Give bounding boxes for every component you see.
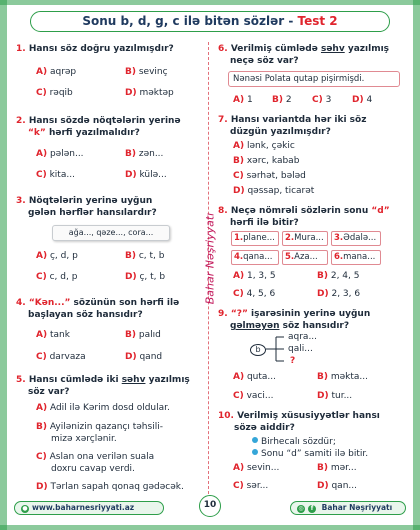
footer-website[interactable]: ● www.baharnesriyyati.az [14, 501, 164, 515]
word-box-4: 4.qana... [231, 250, 279, 265]
branch-lines [266, 333, 286, 365]
question-5: 5. Hansı cümlədə iki səhv yazılmış söz var? [16, 375, 190, 397]
option-a[interactable]: A) tank [36, 330, 70, 340]
option-b[interactable]: B) 2, 4, 5 [317, 271, 360, 281]
option-d[interactable]: D) 2, 3, 6 [317, 289, 361, 299]
sentence-box: Nənəsi Polata qutap pişirmişdi. [228, 71, 400, 87]
question-6: 6. Verilmiş cümlədə səhv yazılmış neçə söz var? [218, 44, 390, 66]
question-10: 10. Verilmiş xüsusiyyətlər hansı sözə aiddir? [218, 411, 380, 433]
word-box-3: 3.Ədalə... [331, 231, 381, 246]
web-icon: ● [22, 505, 28, 512]
facebook-icon: f [308, 505, 316, 513]
question-3: 3. Nöqtələrin yerinə uyğun gələn hərflər hansılardır? [16, 196, 157, 218]
option-c[interactable]: C) Aslan ona verilən suala [36, 452, 155, 462]
option-a[interactable]: A) Adil ilə Kərim dosd oldular. [36, 403, 170, 413]
page-title [30, 11, 390, 32]
question-4: 4. “Kən...” sözünün son hərfi ilə başlayan söz hansıdır? [16, 298, 180, 320]
option-d[interactable]: D) qand [125, 352, 163, 362]
option-a[interactable]: A) aqrəp [36, 67, 77, 77]
option-b[interactable]: B) xərc, kabab [233, 156, 300, 166]
option-b[interactable]: B) Ayilənizin qazançı təhsili- [36, 422, 163, 432]
option-c[interactable]: C) sər... [233, 481, 269, 491]
option-b[interactable]: B) palıd [125, 330, 161, 340]
option-c[interactable]: C) vaci... [233, 391, 274, 401]
bullet-dot-icon [252, 449, 258, 455]
question-9: 9. “?” işarəsinin yerinə uyğun gəlməyən söz hansıdır? [218, 309, 371, 331]
word-box-2: 2.Mura... [282, 231, 328, 246]
border-left [0, 0, 7, 530]
option-b-cont: mizə xərçlənir. [51, 434, 117, 444]
border-right [413, 0, 420, 530]
bullet-item: Sonu “d” samiti ilə bitir. [252, 448, 368, 460]
branch-word-2: qali... [288, 344, 313, 354]
option-c-cont: doxru cavap verdi. [51, 464, 135, 474]
question-1: 1. Hansı söz doğru yazılmışdır? [16, 44, 174, 54]
option-a[interactable]: A) lənk, çəkic [233, 141, 295, 151]
option-b[interactable]: B) c, t, b [125, 251, 165, 261]
letter-circle: b [250, 344, 266, 356]
title-text: Sonu b, d, g, c ilə bitən sözlər - [82, 14, 298, 28]
hint-box: ağa..., qəze..., cora... [52, 225, 170, 241]
instagram-icon: ◎ [298, 505, 304, 512]
option-d[interactable]: D) külə... [125, 170, 167, 180]
option-d[interactable]: D) qan... [317, 481, 357, 491]
side-publisher-label: Bahar Nəşriyyatı [203, 212, 217, 305]
option-a[interactable]: A) 1 [233, 95, 253, 105]
option-b[interactable]: B) 2 [272, 95, 292, 105]
option-d[interactable]: D) qəssap, ticarət [233, 186, 315, 196]
footer-publisher: ◎ f Bahar Nəşriyyatı [290, 501, 406, 515]
option-a[interactable]: A) ç, d, p [36, 251, 78, 261]
option-c[interactable]: C) sərhət, bələd [233, 171, 306, 181]
word-box-5: 5.Aza... [282, 250, 328, 265]
option-c[interactable]: C) c, d, p [36, 272, 78, 282]
option-c[interactable]: C) 3 [312, 95, 332, 105]
question-7: 7. Hansı variantda hər iki söz düzgün yazılmışdır? [218, 115, 367, 137]
branch-question-mark: ? [290, 356, 296, 366]
border-bottom [0, 525, 420, 530]
option-c[interactable]: C) kita... [36, 170, 75, 180]
option-b[interactable]: B) məkta... [317, 372, 369, 382]
page-number: 10 [199, 495, 221, 517]
option-c[interactable]: C) 4, 5, 6 [233, 289, 276, 299]
test-label: Test 2 [297, 14, 338, 28]
bullet-item: Birhecalı sözdür; [252, 436, 336, 448]
word-box-6: 6.mana... [331, 250, 381, 265]
question-2: 2. Hansı sözdə nöqtələrin yerinə “k” hərfi yazılmalıdır? [16, 116, 181, 138]
option-a[interactable]: A) pələn... [36, 149, 84, 159]
option-b[interactable]: B) zən... [125, 149, 164, 159]
option-c[interactable]: C) rəqib [36, 88, 73, 98]
option-a[interactable]: A) quta... [233, 372, 277, 382]
question-8: 8. Neçə nömrəli sözlərin sonu “d” hərfi ilə bitir? [218, 206, 390, 228]
option-d[interactable]: D) Tərlan sapah qonaq gədəcək. [36, 482, 184, 492]
option-c[interactable]: C) darvaza [36, 352, 86, 362]
bullet-dot-icon [252, 437, 258, 443]
option-d[interactable]: D) tur... [317, 391, 353, 401]
word-box-1: 1.plane... [231, 231, 279, 246]
border-top [0, 0, 420, 5]
option-a[interactable]: A) sevin... [233, 463, 280, 473]
option-d[interactable]: D) ç, t, b [125, 272, 166, 282]
option-b[interactable]: B) sevinç [125, 67, 168, 77]
option-d[interactable]: D) məktəp [125, 88, 174, 98]
branch-word-1: aqra... [288, 332, 318, 342]
option-a[interactable]: A) 1, 3, 5 [233, 271, 276, 281]
option-b[interactable]: B) mər... [317, 463, 357, 473]
option-d[interactable]: D) 4 [352, 95, 373, 105]
